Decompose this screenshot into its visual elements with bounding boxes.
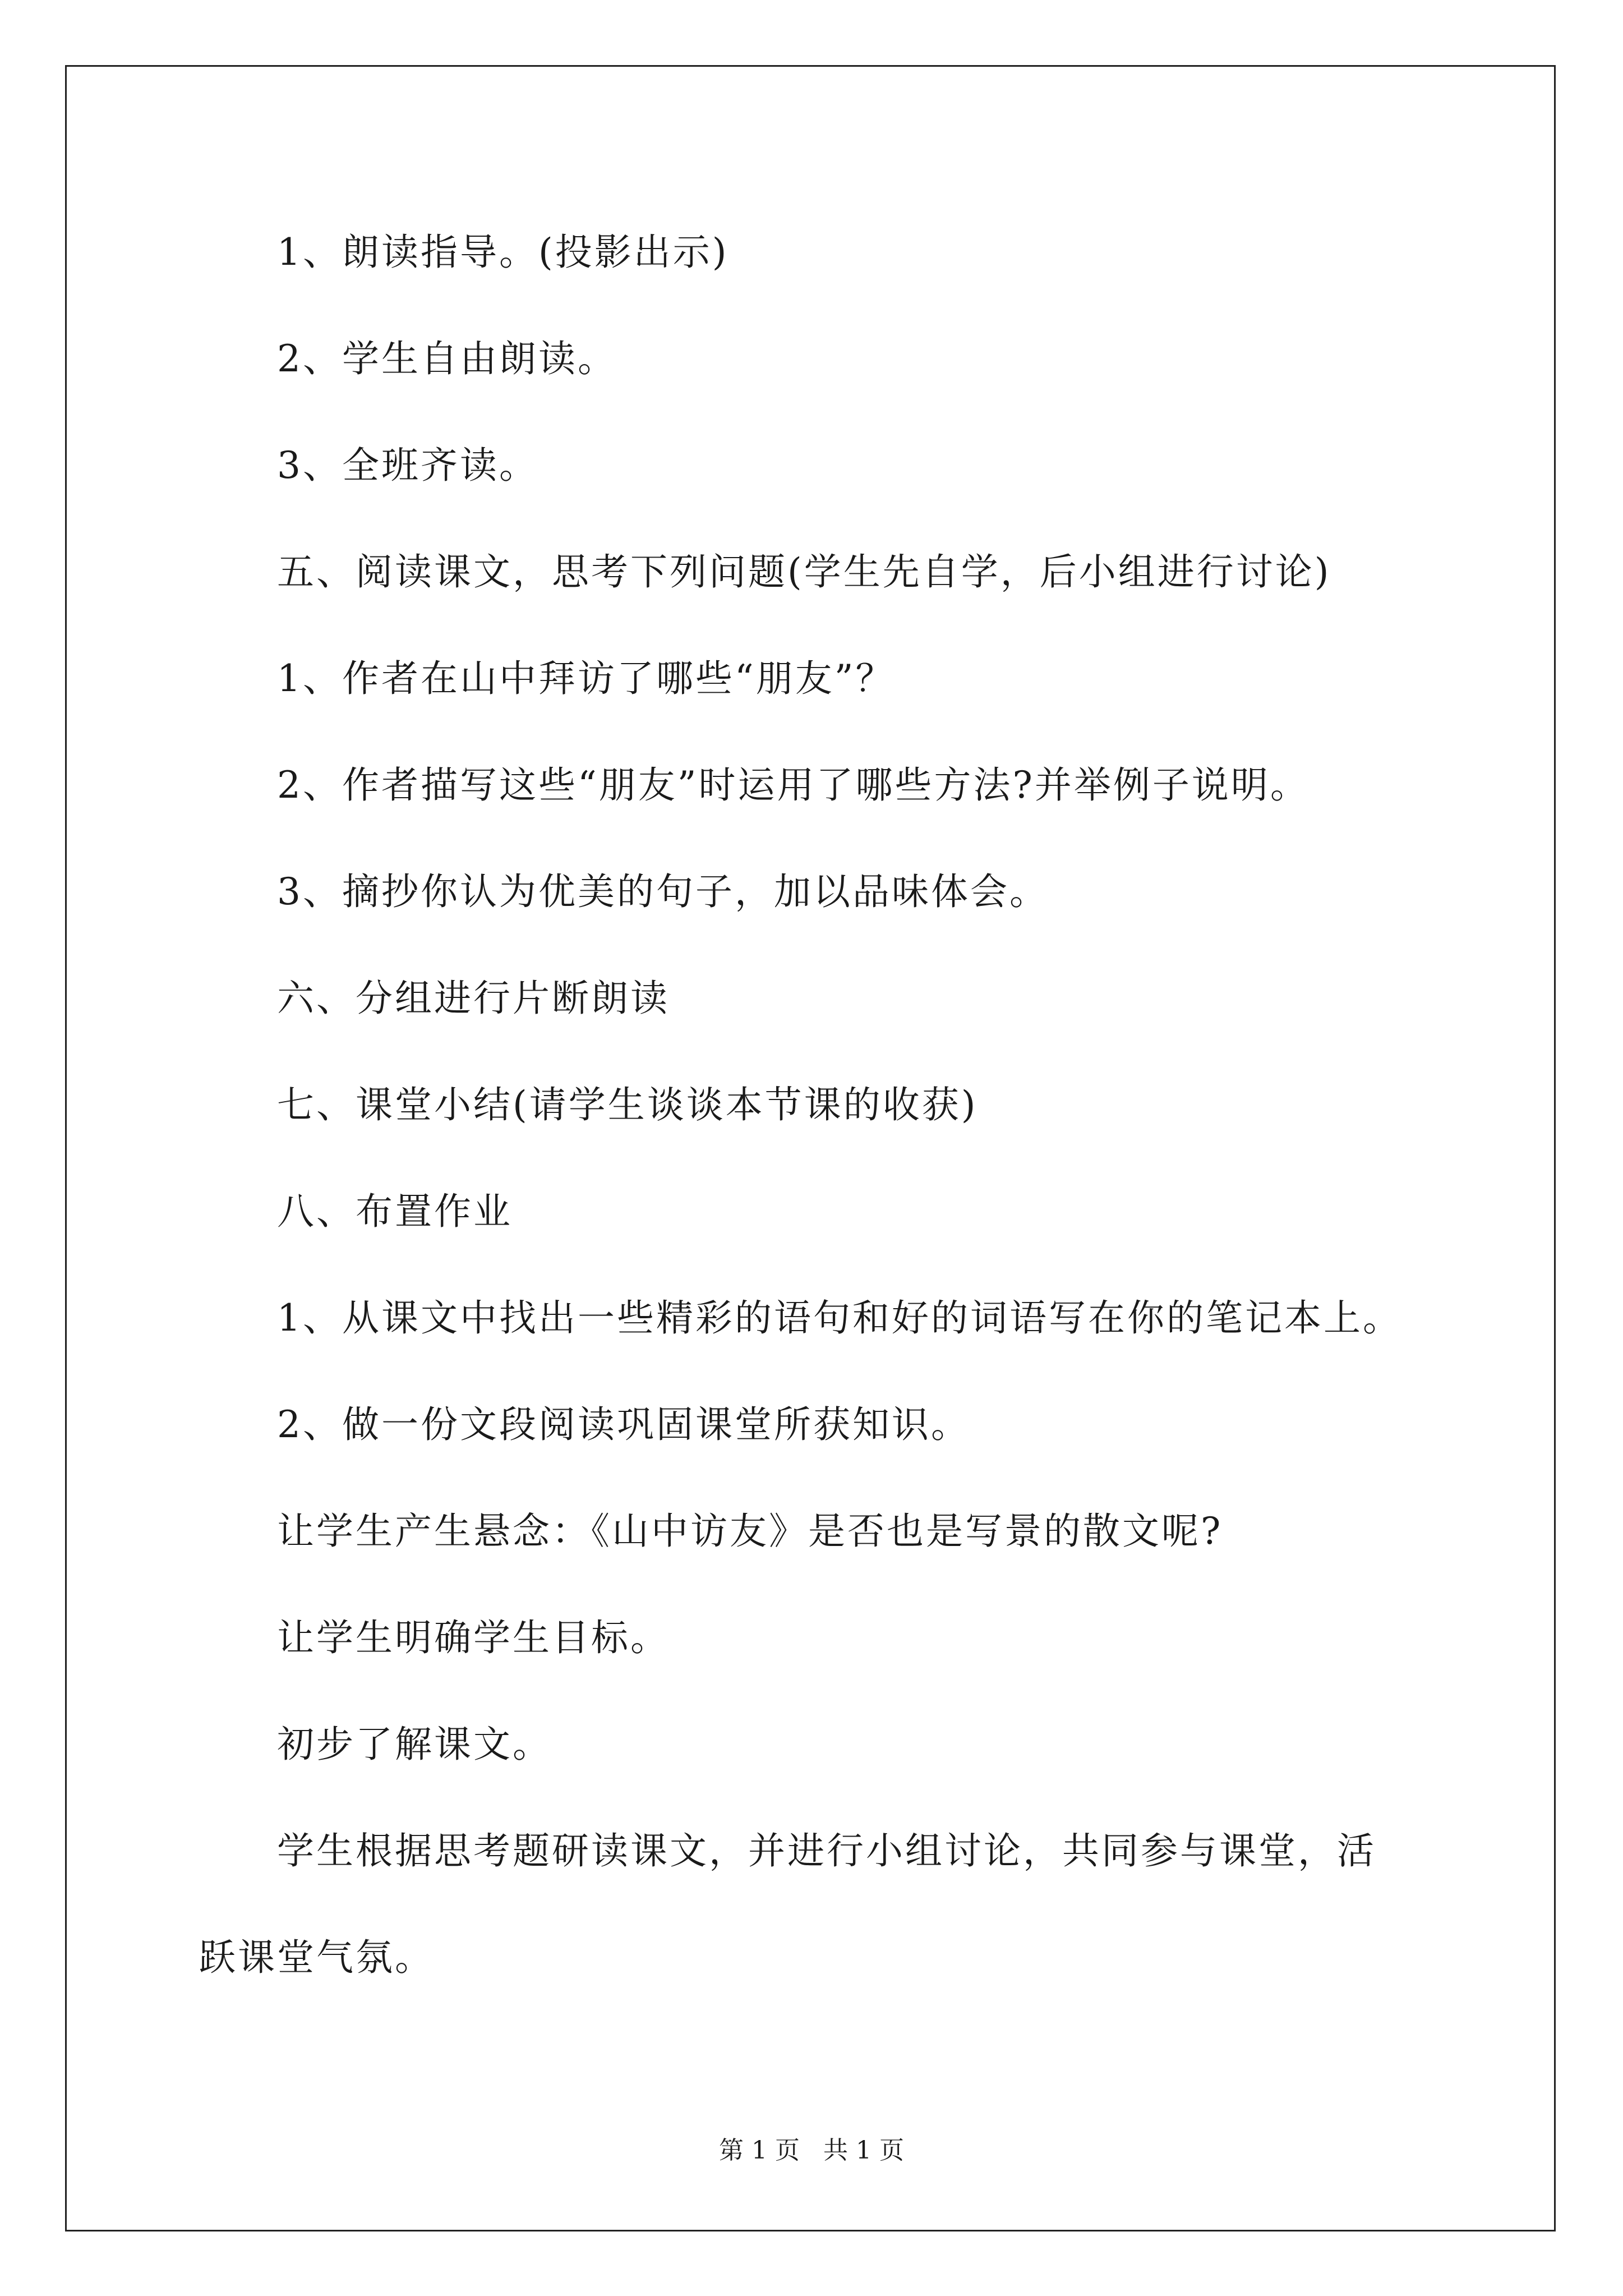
text-line: 学生根据思考题研读课文，并进行小组讨论，共同参与课堂，活 <box>277 1829 1376 1872</box>
text-line: 五、阅读课文，思考下列问题(学生先自学，后小组进行讨论) <box>277 550 1331 593</box>
text-line: 让学生明确学生目标。 <box>277 1616 670 1659</box>
text-line: 1、从课文中找出一些精彩的语句和好的词语写在你的笔记本上。 <box>277 1296 1402 1340</box>
text-line: 跃课堂气氛。 <box>199 1936 434 1979</box>
text-line: 2、作者描写这些“朋友”时运用了哪些方法?并举例子说明。 <box>277 763 1310 807</box>
text-line: 1、作者在山中拜访了哪些“朋友”？ <box>277 657 895 700</box>
page-footer: 第 1 页 共 1 页 <box>719 2136 904 2165</box>
text-line: 六、分组进行片断朗读 <box>277 977 670 1020</box>
text-line: 初步了解课文。 <box>277 1723 552 1766</box>
text-line: 3、全班齐读。 <box>277 444 538 487</box>
text-line: 3、摘抄你认为优美的句子，加以品味体会。 <box>277 870 1049 913</box>
text-line: 八、布置作业 <box>277 1190 513 1233</box>
text-line: 2、做一份文段阅读巩固课堂所获知识。 <box>277 1403 970 1446</box>
text-line: 2、学生自由朗读。 <box>277 337 617 380</box>
text-line: 让学生产生悬念：《山中访友》是否也是写景的散文呢? <box>277 1510 1223 1553</box>
text-line: 1、朗读指导。(投影出示) <box>277 231 729 274</box>
text-line: 七、课堂小结(请学生谈谈本节课的收获) <box>277 1083 978 1126</box>
